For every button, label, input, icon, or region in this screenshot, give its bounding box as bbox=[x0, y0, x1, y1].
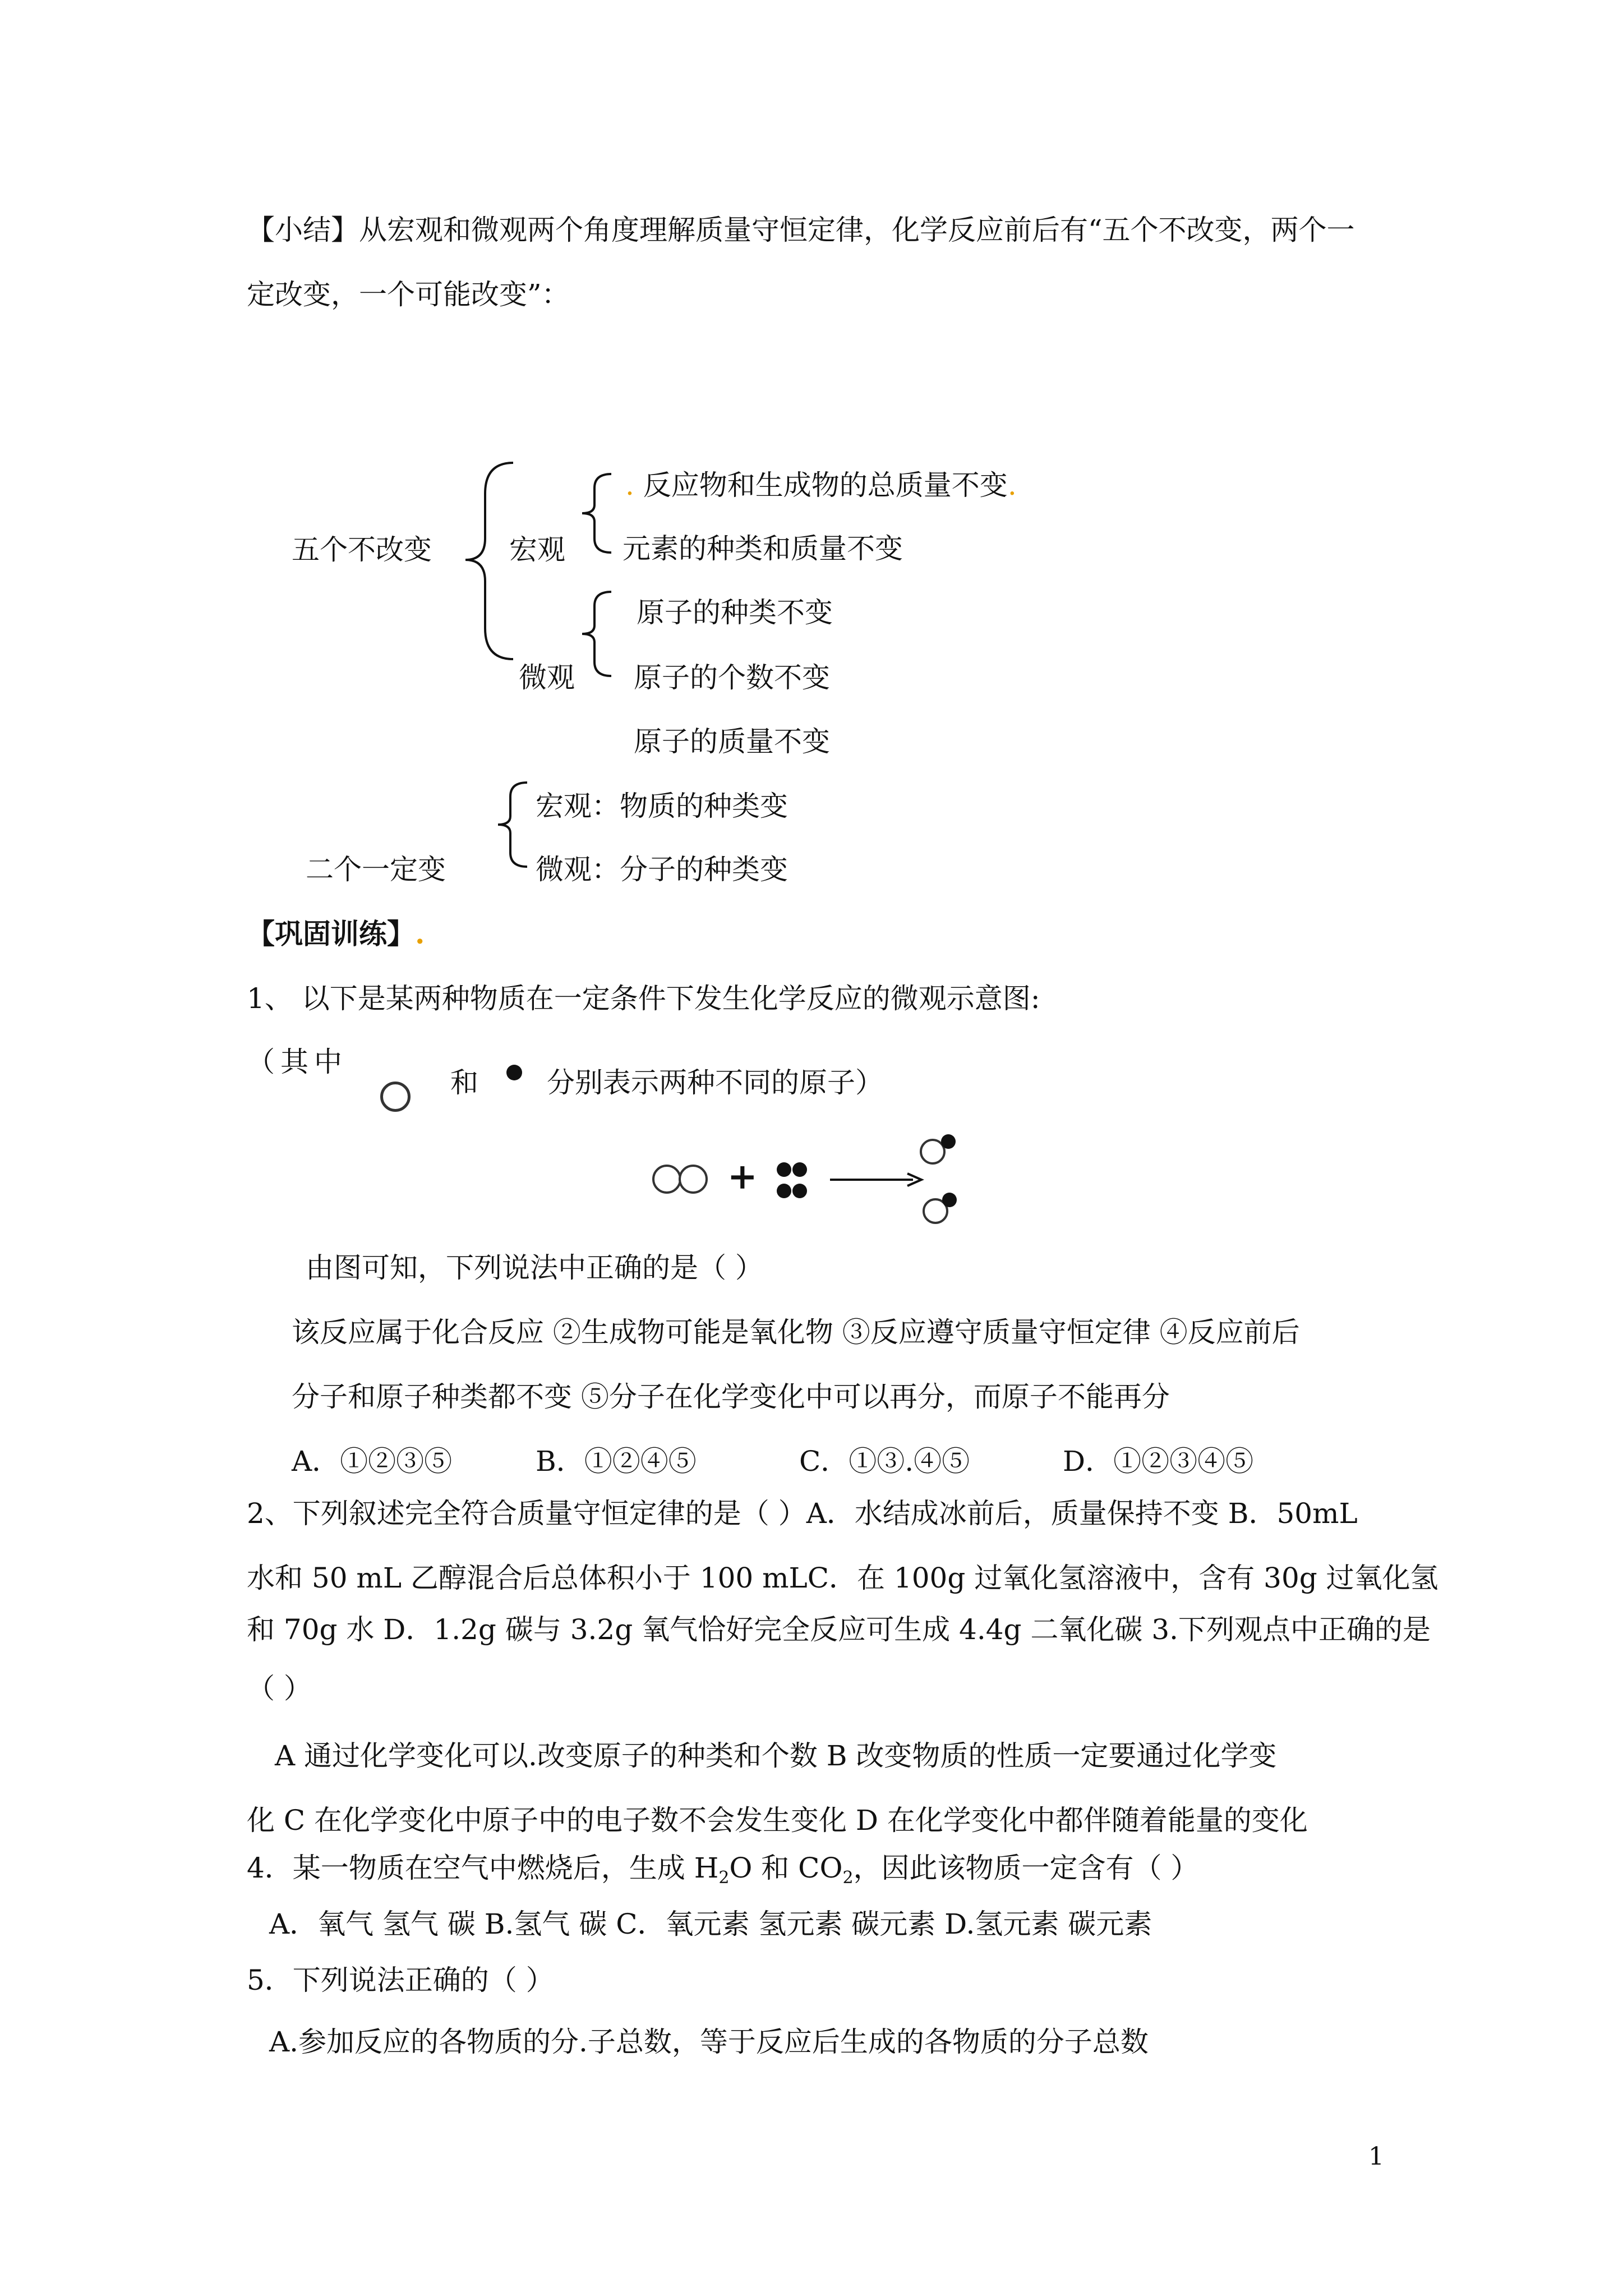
reactant-white-atom bbox=[652, 1165, 681, 1194]
q2-line-4: （ ） bbox=[247, 1672, 312, 1705]
summary-line-1: 【小结】从宏观和微观两个角度理解质量守恒定律，化学反应前后有“五个不改变，两个一 bbox=[247, 214, 1355, 246]
legend-black-atom bbox=[506, 1065, 522, 1080]
changed-brace bbox=[494, 780, 533, 869]
q4-stem-mid: O 和 CO bbox=[729, 1852, 843, 1884]
practice-heading-text: 【巩固训练】 bbox=[247, 917, 415, 950]
q5-stem: 5．下列说法正确的（ ） bbox=[247, 1964, 554, 1996]
q1-statement-2: 分子和原子种类都不变 ⑤分子在化学变化中可以再分，而原子不能再分 bbox=[292, 1381, 1170, 1413]
q1-option-d: D．①②③④⑤ bbox=[1063, 1445, 1254, 1478]
five-unchanged-label: 五个不改变 bbox=[292, 533, 432, 566]
q1-option-b: B．①②④⑤ bbox=[536, 1445, 697, 1478]
q1-legend-suffix: 分别表示两种不同的原子） bbox=[547, 1066, 883, 1099]
changed-macro: 宏观：物质的种类变 bbox=[536, 790, 788, 822]
legend-white-atom bbox=[380, 1082, 411, 1112]
reactant-white-atom bbox=[679, 1165, 708, 1194]
reactant-black-atom bbox=[777, 1184, 791, 1198]
macro-item-1-text: 反应物和生成物的总质量不变 bbox=[643, 469, 1008, 501]
micro-brace bbox=[578, 589, 617, 679]
q5-option-a: A.参加反应的各物质的分.子总数，等于反应后生成的各物质的分子总数 bbox=[269, 2026, 1149, 2058]
reactant-black-atom bbox=[777, 1162, 791, 1177]
q4-sub-2: 2 bbox=[842, 1868, 854, 1888]
two-changed-label: 二个一定变 bbox=[306, 853, 446, 886]
q4-stem-pre: 4．某一物质在空气中燃烧后，生成 H bbox=[247, 1852, 719, 1884]
q1-option-a: A．①②③⑤ bbox=[292, 1445, 453, 1478]
plus-sign: + bbox=[727, 1156, 758, 1198]
q1-legend-prefix: （其中 bbox=[247, 1046, 348, 1078]
macro-label: 宏观 bbox=[509, 533, 565, 566]
reaction-arrow bbox=[829, 1171, 924, 1188]
practice-heading: 【巩固训练】. bbox=[247, 917, 425, 950]
product-black-atom bbox=[942, 1193, 957, 1207]
q1-legend-and: 和 bbox=[450, 1066, 478, 1099]
micro-item-1: 原子的种类不变 bbox=[637, 596, 833, 629]
changed-micro: 微观：分子的种类变 bbox=[536, 853, 788, 886]
reactant-black-atom bbox=[792, 1184, 807, 1198]
q4-options: A．氧气 氢气 碳 B.氢气 碳 C．氧元素 氢元素 碳元素 D.氢元素 碳元素 bbox=[269, 1908, 1152, 1940]
micro-label: 微观 bbox=[519, 661, 575, 694]
q2-line-1: 2、下列叙述完全符合质量守恒定律的是（ ）A．水结成冰前后，质量保持不变 B．50mL bbox=[247, 1497, 1358, 1530]
q4-sub-1: 2 bbox=[718, 1868, 730, 1888]
macro-brace bbox=[578, 471, 617, 555]
q4-stem-post: ，因此该物质一定含有（ ） bbox=[853, 1852, 1199, 1884]
q3-line-1: A 通过化学变化可以.改变原子的种类和个数 B 改变物质的性质一定要通过化学变 bbox=[275, 1740, 1277, 1772]
q3-line-2: 化 C 在化学变化中原子中的电子数不会发生变化 D 在化学变化中都伴随着能量的变化 bbox=[247, 1804, 1308, 1837]
q2-line-3: 和 70g 水 D．1.2g 碳与 3.2g 氧气恰好完全反应可生成 4.4g 二氧化碳 3.下列观点中正确的是 bbox=[247, 1613, 1431, 1646]
q1-stem: 1、 以下是某两种物质在一定条件下发生化学反应的微观示意图: bbox=[247, 982, 1040, 1015]
product-black-atom bbox=[941, 1134, 956, 1149]
micro-item-3: 原子的质量不变 bbox=[634, 725, 830, 758]
micro-item-2: 原子的个数不变 bbox=[634, 661, 830, 694]
q4-stem bbox=[247, 1851, 1199, 1888]
q2-line-2: 水和 50 mL 乙醇混合后总体积小于 100 mLC．在 100g 过氧化氢溶液中，含有 30g 过氧化氢 bbox=[247, 1562, 1438, 1594]
summary-line-2: 定改变，一个可能改变”： bbox=[247, 278, 570, 311]
reactant-black-atom bbox=[792, 1162, 807, 1177]
q1-statement-1: 该反应属于化合反应 ②生成物可能是氧化物 ③反应遵守质量守恒定律 ④反应前后 bbox=[292, 1316, 1300, 1349]
macro-item-2: 元素的种类和质量不变 bbox=[623, 532, 903, 565]
macro-item-1: . 反应物和生成物的总质量不变. bbox=[625, 469, 1017, 501]
page-number: 1 bbox=[1368, 2142, 1384, 2171]
q1-ask: 由图可知，下列说法中正确的是（ ） bbox=[306, 1251, 763, 1284]
q1-option-c: C．①③.④⑤ bbox=[799, 1445, 970, 1478]
